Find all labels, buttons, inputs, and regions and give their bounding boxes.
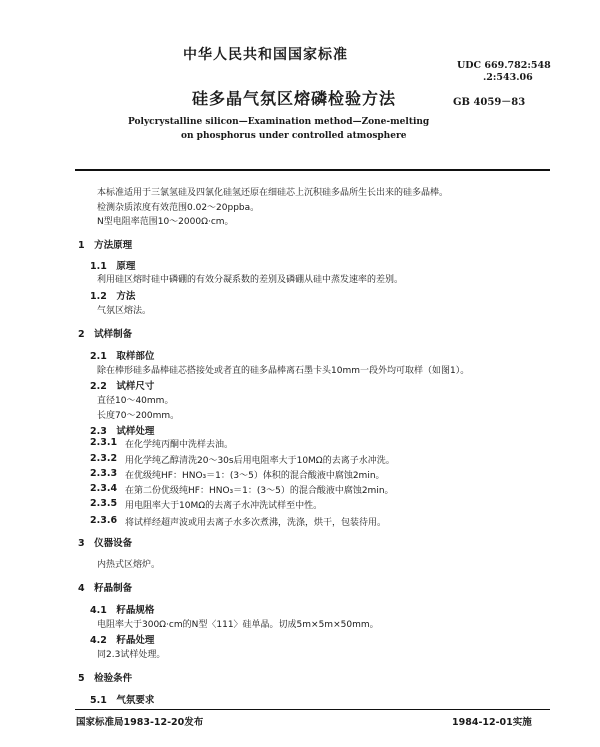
gb-code: GB 4059－83 (453, 97, 526, 108)
item-2-3-2-number: 2.3.2 (90, 453, 118, 464)
section-2-3-heading: 2.3 试样处理 (90, 426, 155, 437)
udc-code-line1: UDC 669.782:548 (457, 60, 551, 71)
implementation-date: 1984-12-01实施 (452, 717, 532, 728)
issued-date: 国家标准局1983-12-20发布 (76, 717, 204, 728)
intro-range-text: 检测杂质浓度有效范围0.02～20ppba。 (97, 203, 260, 213)
english-title-line1: Polycrystalline silicon—Examination method—Zone-melting (128, 117, 430, 127)
section-2-1-heading: 2.1 取样部位 (90, 351, 155, 362)
item-2-3-3-number: 2.3.3 (90, 468, 118, 479)
section-1-1-heading: 1.1 原理 (90, 261, 136, 272)
section-2-2-length: 长度70～200mm。 (97, 411, 180, 421)
section-2-2-heading: 2.2 试样尺寸 (90, 381, 155, 392)
item-2-3-3-text: 在优级纯HF：HNO₃＝1：(3～5）体积的混合酸液中腐蚀2min。 (125, 471, 385, 481)
section-3-body: 内热式区熔炉。 (97, 560, 161, 570)
section-1-heading: 1 方法原理 (78, 240, 133, 251)
section-2-1-body: 除在棒形硅多晶棒硅芯搭接处或者直的硅多晶棒离石墨卡头10mm一段外均可取样（如图1）。 (97, 366, 470, 376)
section-2-heading: 2 试样制备 (78, 329, 133, 340)
item-2-3-2-text: 用化学纯乙醇清洗20～30s后用电阻率大于10MΩ的去离子水冲洗。 (125, 456, 395, 466)
intro-resistivity-text: N型电阻率范围10～2000Ω·cm。 (97, 217, 234, 227)
item-2-3-1-number: 2.3.1 (90, 437, 118, 448)
header-divider-line (75, 169, 550, 171)
footer-divider-line (75, 709, 550, 710)
item-2-3-4-number: 2.3.4 (90, 483, 118, 494)
section-4-1-heading: 4.1 籽晶规格 (90, 605, 155, 616)
item-2-3-6-number: 2.3.6 (90, 515, 118, 526)
item-2-3-6-text: 将试样经超声波或用去离子水多次煮沸，洗涤，烘干，包装待用。 (125, 518, 387, 528)
section-4-2-body: 同2.3试样处理。 (97, 650, 166, 660)
section-1-2-heading: 1.2 方法 (90, 291, 136, 302)
item-2-3-5-number: 2.3.5 (90, 498, 118, 509)
udc-code-line2: .2:543.06 (483, 72, 533, 83)
section-4-2-heading: 4.2 籽晶处理 (90, 635, 155, 646)
item-2-3-5-text: 用电阻率大于10MΩ的去离子水冲洗试样至中性。 (125, 501, 323, 511)
document-title: 硅多晶气氛区熔磷检验方法 (192, 89, 397, 108)
section-1-1-body: 利用硅区熔时硅中磷硼的有效分凝系数的差别及磷硼从硅中蒸发速率的差别。 (97, 275, 404, 285)
section-5-heading: 5 检验条件 (78, 673, 133, 684)
standard-org-title: 中华人民共和国国家标准 (183, 47, 348, 63)
intro-scope-text: 本标准适用于三氯氢硅及四氯化硅氢还原在细硅芯上沉积硅多晶所生长出来的硅多晶棒。 (97, 188, 449, 198)
item-2-3-1-text: 在化学纯丙酮中洗样去油。 (125, 440, 234, 450)
section-2-2-diameter: 直径10～40mm。 (97, 396, 174, 406)
section-3-heading: 3 仪器设备 (78, 538, 133, 549)
english-title-line2: on phosphorus under controlled atmosphere (181, 131, 407, 141)
section-5-1-heading: 5.1 气氛要求 (90, 695, 155, 706)
section-4-heading: 4 籽晶制备 (78, 583, 133, 594)
section-1-2-body: 气氛区熔法。 (97, 306, 152, 316)
section-4-1-body: 电阻率大于300Ω·cm的N型〈111〉硅单晶。切成5m×5m×50mm。 (97, 620, 379, 630)
item-2-3-4-text: 在第二份优级纯HF：HNO₃＝1：(3～5）的混合酸液中腐蚀2min。 (125, 486, 394, 496)
